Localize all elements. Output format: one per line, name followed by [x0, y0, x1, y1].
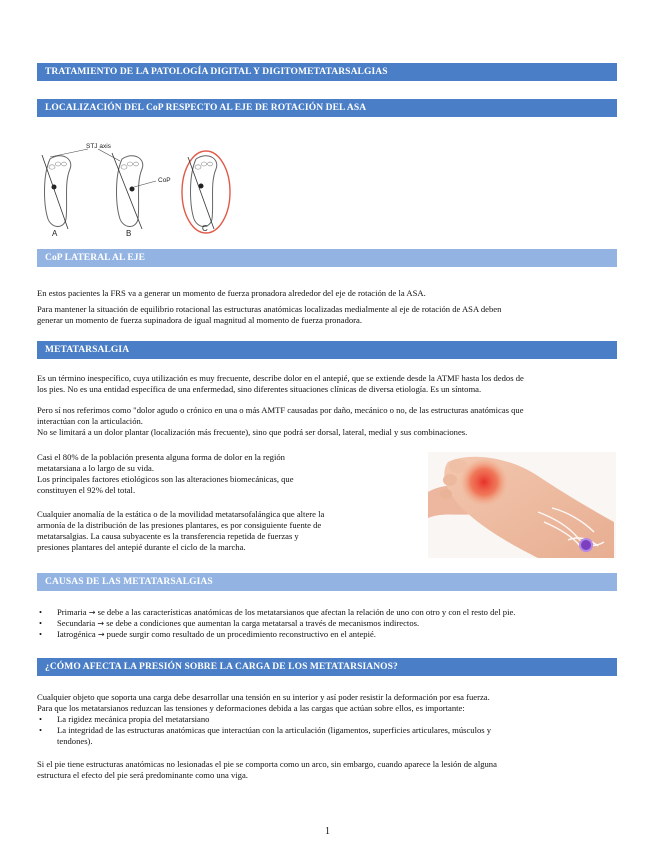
- metatarsalgia-paragraph-3: [37, 452, 385, 496]
- section-metatarsalgia: [37, 341, 617, 359]
- metatarsalgia-paragraph-4: [37, 509, 385, 553]
- page-number: 1: [325, 826, 330, 837]
- text-line: Casi el 80% de la población presenta alguna forma de dolor en la región: [37, 452, 285, 462]
- section-title: LOCALIZACIÓN DEL CoP RESPECTO AL EJE DE ROTACIÓN DEL ASA: [45, 103, 367, 113]
- section-title: ¿CÓMO AFECTA LA PRESIÓN SOBRE LA CARGA DE LOS METATARSIANOS?: [45, 662, 398, 672]
- presion-paragraph-2: [37, 759, 617, 781]
- presion-paragraph-1: [37, 692, 617, 714]
- text-line: En estos pacientes la FRS va a generar un momento de fuerza pronadora alrededor del eje de rotación de la ASA.: [37, 288, 426, 298]
- arrow-icon: →: [88, 608, 96, 617]
- main-title: TRATAMIENTO DE LA PATOLOGÍA DIGITAL Y DIGITOMETATARSALGIAS: [45, 67, 388, 77]
- list-item: [37, 714, 617, 725]
- section-cop-lateral: [37, 249, 617, 267]
- text-line: constituyen el 92% del total.: [37, 485, 136, 495]
- causas-list: [37, 607, 617, 640]
- text-line: tendones).: [57, 736, 93, 746]
- text-line: Cualquier objeto que soporta una carga debe desarrollar una tensión en su interior y así poder resistir la deformación por esa fuerza.: [37, 692, 490, 702]
- cop-lateral-paragraph-2: [37, 304, 617, 326]
- text-line: metatarsiana a lo largo de su vida.: [37, 463, 155, 473]
- metatarsalgia-paragraph-1: [37, 373, 617, 395]
- foot-a-diagram: [42, 155, 71, 229]
- text-line: Para que los metatarsianos reduzcan las tensiones y deformaciones debida a las cargas que actúan sobre ellos, es importante:: [37, 703, 465, 713]
- metatarsalgia-paragraph-2: [37, 405, 617, 438]
- presion-list: [37, 714, 617, 747]
- foot-b-diagram: [112, 153, 143, 229]
- list-item: [37, 607, 617, 618]
- section-presion: [37, 658, 617, 676]
- text-line: generar un momento de fuerza supinadora de igual magnitud al momento de fuerza pronadora.: [37, 315, 363, 325]
- text-line: armonía de la distribución de las presiones plantares, es por consiguiente fuente de: [37, 520, 322, 530]
- section-cop-localization: [37, 99, 617, 117]
- main-title-bar: [37, 63, 617, 81]
- text-line: Cualquier anomalía de la estática o de la movilidad metatarsofalángica que altere la: [37, 509, 325, 519]
- list-item: [37, 618, 617, 629]
- text-line: metatarsalgias. La causa subyacente es la transferencia repetida de fuerzas y: [37, 531, 299, 541]
- causa-term: Primaria: [57, 607, 87, 617]
- causa-desc: se debe a condiciones que aumentan la carga metatarsal a través de mecanismos indirectos.: [106, 618, 420, 628]
- text-line: No se limitará a un dolor plantar (localización más frecuente), sino que podrá ser dorsal, lateral, medial y sus combinaciones.: [37, 427, 468, 437]
- text-line: Pero sí nos referimos como "dolor agudo o crónico en una o más AMTF causadas por daño, mecánico o no, de las estructuras anatómicas que: [37, 405, 524, 415]
- cop-label: CoP: [158, 177, 171, 184]
- foot-pain-photo: [428, 452, 616, 558]
- text-line: Si el pie tiene estructuras anatómicas no lesionadas el pie se comporta como un arco, sin embargo, cuando aparece la lesión de alguna: [37, 759, 497, 769]
- foot-c-diagram: [182, 151, 230, 233]
- feet-cop-figure: [38, 137, 248, 237]
- text-line: los pies. No es una entidad específica de una enfermedad, sino diferentes situaciones clínicas de diversa etiología. Es un síntoma.: [37, 384, 482, 394]
- causa-term: Iatrogénica: [57, 629, 96, 639]
- section-title: CoP LATERAL AL EJE: [45, 253, 146, 263]
- highlight-circle: [182, 151, 230, 233]
- stj-axis-label: STJ axis: [86, 143, 111, 150]
- text-line: Para mantener la situación de equilibrio rotacional las estructuras anatómicas localizadas medialmente al eje de rotación de ASA deben: [37, 304, 502, 314]
- cop-lateral-paragraph-1: [37, 288, 617, 299]
- text-line: La rigidez mecánica propia del metatarsiano: [57, 714, 210, 724]
- arrow-icon: →: [97, 619, 105, 628]
- text-line: estructura el efecto del pie será predominante como una viga.: [37, 770, 248, 780]
- text-line: interactúan con la articulación.: [37, 416, 143, 426]
- list-item: [37, 725, 617, 747]
- text-line: Es un término inespecífico, cuya utilización es muy frecuente, describe dolor en el antepié, que se extiende desde la ATMF hasta los dedos de: [37, 373, 524, 383]
- foot-label-c: C: [202, 224, 208, 233]
- arrow-icon: →: [97, 630, 105, 639]
- causa-term: Secundaria: [57, 618, 96, 628]
- causa-desc: puede surgir como resultado de un procedimiento reconstructivo en el antepié.: [106, 629, 376, 639]
- text-line: presiones plantares del antepié durante el ciclo de la marcha.: [37, 542, 246, 552]
- section-causas: [37, 573, 617, 591]
- text-line: • La integridad de las estructuras anatómicas que interactúan con la articulación (ligamentos, superficies articulares, músculos y: [57, 725, 492, 735]
- foot-label-b: B: [126, 229, 132, 237]
- section-title: METATARSALGIA: [45, 345, 130, 355]
- causa-desc: se debe a las características anatómicas de los metatarsianos que afectan la relación de uno con otro y con el resto del pie.: [97, 607, 516, 617]
- section-title: CAUSAS DE LAS METATARSALGIAS: [45, 577, 213, 587]
- foot-label-a: A: [52, 229, 58, 237]
- list-item: [37, 629, 617, 640]
- text-line: Los principales factores etiológicos son las alteraciones biomecánicas, que: [37, 474, 294, 484]
